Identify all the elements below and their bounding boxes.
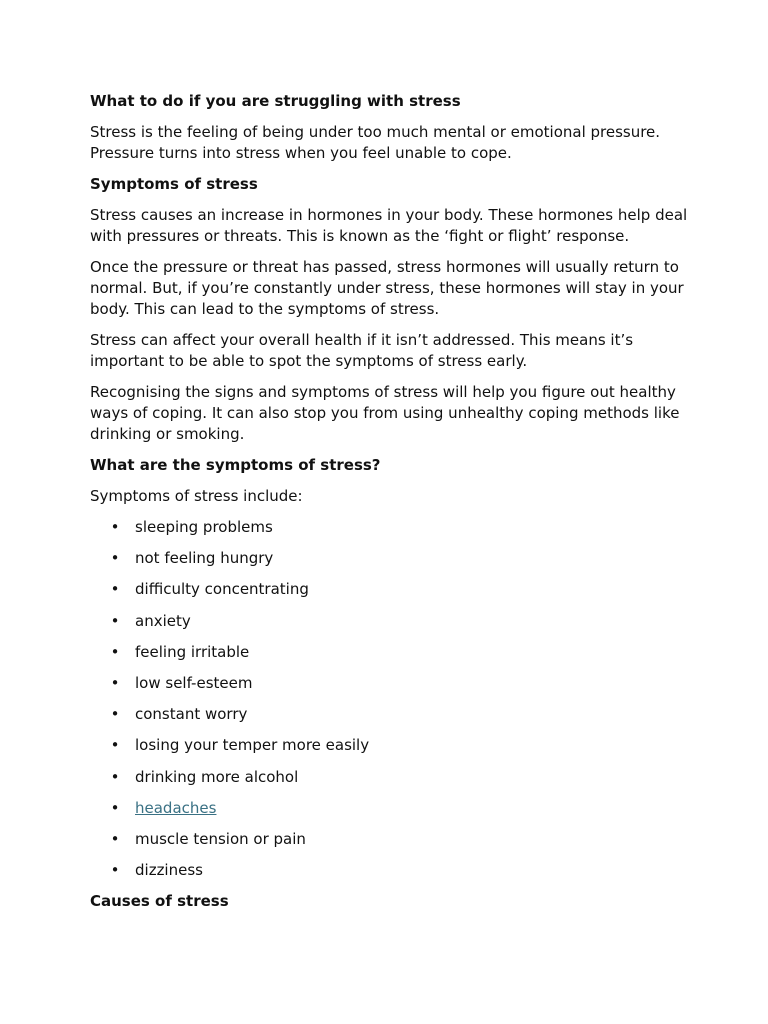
pressure-paragraph: Once the pressure or threat has passed, stress hormones will usually return to normal. But, if you’re constantly under stress, these hormones will stay in your body. This can lead to the symptoms of stress. [90,258,684,318]
list-item [90,735,690,756]
list-item [90,860,690,881]
list-item [90,642,690,663]
symptom-text: feeling irritable [135,642,250,661]
bullet-icon: • [110,642,120,661]
symptom-text: sleeping problems [135,518,273,536]
symptom-text: muscle tension or pain [135,829,306,848]
bullet-icon: • [110,611,120,630]
bullet-icon: • [110,673,120,692]
bullet-icon: • [110,798,120,817]
symptom-text: low self-esteem [135,673,253,692]
headaches-link[interactable]: headaches [135,798,217,817]
symptom-text: difficulty concentrating [135,580,309,599]
intro-paragraph: Stress is the feeling of being under too much mental or emotional pressure. Pressure turns into stress when you feel unable to cope. [90,123,661,162]
symptoms-include-text: Symptoms of stress include: [90,487,303,505]
coping-paragraph: Recognising the signs and symptoms of stress will help you figure out healthy ways of coping. It can also stop you from using unhealthy coping methods like drinking or smoking. [90,383,680,443]
symptom-text: dizziness [135,861,203,880]
page-title: What to do if you are struggling with stress [90,92,461,110]
bullet-icon: • [110,736,120,755]
bullet-icon: • [110,705,120,724]
list-item [90,767,690,788]
bullet-icon: • [110,580,120,599]
bullet-icon: • [110,861,120,880]
bullet-icon: • [110,549,120,568]
bullet-icon: • [110,518,120,536]
symptom-text: anxiety [135,611,191,630]
symptom-text: losing your temper more easily [135,736,370,755]
list-item [90,611,690,632]
list-item [90,579,690,600]
causes-heading: Causes of stress [90,892,229,911]
list-item [90,798,690,819]
symptom-text: constant worry [135,705,248,724]
list-item [90,548,690,569]
list-item [90,704,690,725]
document-body [90,91,690,922]
symptoms-list [90,517,690,881]
what-symptoms-heading: What are the symptoms of stress? [90,456,381,474]
list-item [90,829,690,850]
hormones-paragraph: Stress causes an increase in hormones in your body. These hormones help deal with pressures or threats. This is known as the ‘fight or flight’ response. [90,206,688,245]
symptom-text: not feeling hungry [135,549,274,568]
symptoms-heading: Symptoms of stress [90,175,258,193]
symptom-text: drinking more alcohol [135,767,299,786]
bullet-icon: • [110,767,120,786]
bullet-icon: • [110,829,120,848]
list-item [90,673,690,694]
list-item [90,517,690,538]
health-paragraph: Stress can affect your overall health if it isn’t addressed. This means it’s important to be able to spot the symptoms of stress early. [90,331,634,370]
